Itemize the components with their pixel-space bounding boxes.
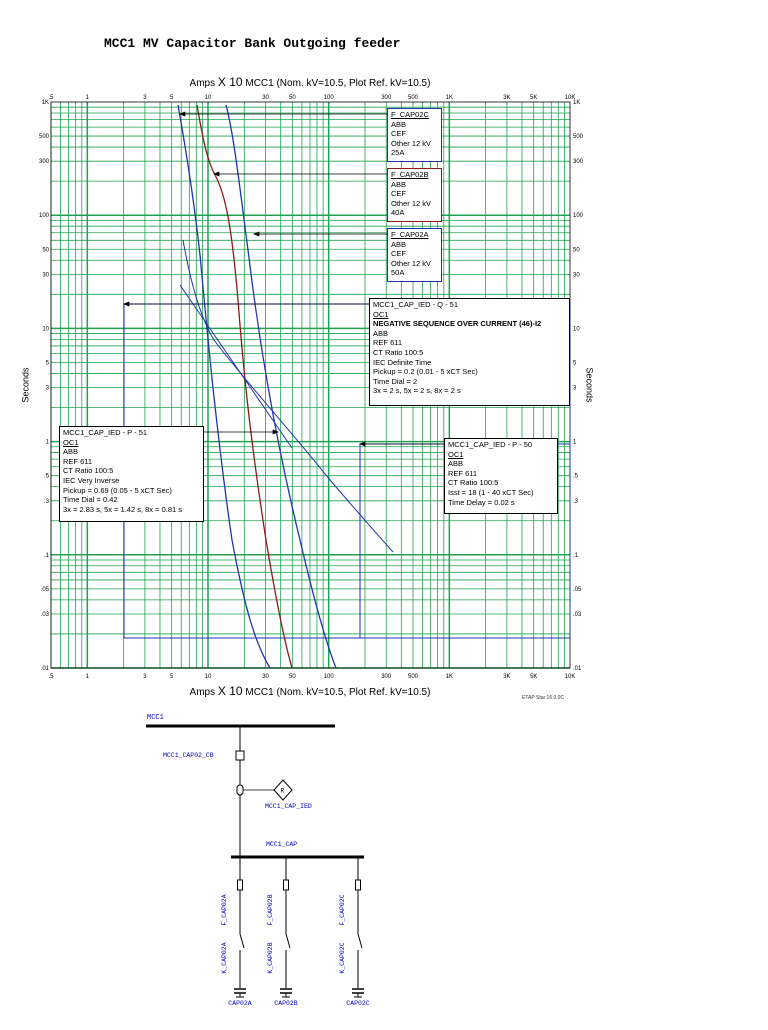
y-tick-label: 10 [573,326,580,333]
y-tick-label: .01 [573,666,582,672]
label-line: Other 12 kV [391,258,432,268]
label-line: ABB [391,119,407,129]
label-line: REF 611 [448,468,478,478]
label-line: ABB [373,328,389,338]
y-tick-label: .01 [40,666,49,672]
label-line: Other 12 kV [391,138,432,148]
x-tick-label: 10 [204,674,212,680]
label-line: NEGATIVE SEQUENCE OVER CURRENT (46)-I2 [373,319,542,329]
label-line: CEF [391,189,406,199]
label-line: REF 611 [373,338,403,348]
x-tick-label: 3 [143,95,147,101]
label-title: F_CAP02A [391,230,429,239]
label-line: 50A [391,268,405,278]
label-line: Pickup = 0.69 (0.05 - 5 xCT Sec) [63,485,172,495]
y-tick-label: 5 [573,360,577,367]
y-tick-label: 500 [38,134,49,141]
label-line: 25A [391,148,405,158]
y-tick-label: .03 [573,611,582,618]
circuit-breaker[interactable] [236,751,244,760]
label-line: 3x = 2.83 s, 5x = 1.42 s, 8x = 0.81 s [63,504,183,514]
fuse-label: F_CAP02B [267,894,274,926]
x-axis-unit: Amps [189,687,216,698]
x-tick-label: 10K [564,674,576,680]
x-tick-label: 500 [407,95,419,101]
x-tick-label: 10 [204,95,212,101]
capacitor-branches [221,857,370,1007]
page-title: MCC1 MV Capacitor Bank Outgoing feeder [104,36,401,51]
label-line: ABB [391,179,407,189]
label-relay-p50 [444,438,558,514]
label-line: CT Ratio 100:5 [63,466,114,476]
x-tick-label: 500 [407,674,419,680]
x-tick-label: 5K [530,674,538,680]
switch-label: K_CAP02B [267,942,274,974]
x-tick-label: 50 [288,674,296,680]
label-line: IEC Very Inverse [63,475,120,485]
capacitor-label: CAP02A [228,1000,252,1007]
x-axis-unit: Amps [189,78,216,89]
switch-label: K_CAP02A [221,942,228,974]
label-f-cap02c [387,108,442,162]
y-tick-label: 10 [42,326,49,333]
label-f-cap02a [387,228,442,282]
label-line: CT Ratio 100:5 [373,347,424,357]
relay-curve-q51 [180,285,292,448]
label-oc: OC1 [63,437,79,447]
fuse-curve-f-cap02c [178,105,270,668]
y-tick-label: 100 [573,213,584,220]
fuse-symbol [238,880,243,890]
bus-label-mcc1: MCC1 [147,714,164,722]
label-line: REF 611 [63,456,93,466]
label-line: IEC Definite Time [373,357,432,367]
x-axis-caption-text: MCC1 (Nom. kV=10.5, Plot Ref. kV=10.5) [245,687,431,698]
y-tick-label: 1 [573,439,577,446]
x-tick-label: 50 [288,95,296,101]
y-tick-label: 1K [41,100,49,106]
label-line: CEF [391,129,406,139]
fuse-symbol [284,880,289,890]
y-tick-label: 1 [45,439,49,446]
y-tick-label: 3 [45,385,49,392]
x-tick-label: 300 [381,95,392,101]
y-axis-label-left: Seconds [20,367,31,403]
bus-label-mcc1-cap: MCC1_CAP [266,841,298,848]
x-tick-label: 1 [85,95,89,101]
fuse-label: F_CAP02C [339,894,346,926]
y-tick-label: 30 [573,272,580,279]
label-title: F_CAP02B [391,170,429,179]
fuse-label: F_CAP02A [221,894,228,926]
x-tick-label: 1K [445,674,454,680]
x-tick-label: .5 [48,674,54,680]
label-title: MCC1_CAP_IED - P - 50 [448,440,533,449]
cb-label: MCC1_CAP02_CB [163,752,214,759]
label-title: MCC1_CAP_IED - P - 51 [63,428,148,437]
y-tick-label: .05 [573,586,582,593]
y-tick-label: 30 [42,272,49,279]
y-tick-label: .1 [573,552,579,559]
x-tick-label: 3K [503,95,511,101]
switch-label: K_CAP02C [339,942,346,974]
x-tick-label: 5 [169,95,174,101]
label-line: 3x = 2 s, 5x = 2 s, 8x = 2 s [373,386,461,396]
label-oc: OC1 [373,309,389,319]
fuse-symbol [356,880,361,890]
y-tick-label: .3 [573,498,579,505]
label-line: ABB [448,459,464,469]
y-tick-label: 50 [573,247,580,254]
label-f-cap02b [387,168,442,222]
label-title: MCC1_CAP_IED - Q - 51 [373,300,459,309]
x-tick-label: .5 [48,95,54,101]
capacitor-label: CAP02B [274,1000,298,1007]
y-tick-label: 100 [38,213,49,220]
x-tick-label: 30 [262,674,269,680]
y-tick-label: 5 [45,360,49,367]
label-line: Time Delay = 0.02 s [448,497,515,507]
label-line: CEF [391,249,406,259]
y-tick-label: 300 [573,159,584,166]
label-line: Pickup = 0.2 (0.01 - 5 xCT Sec) [373,367,478,377]
x-tick-label: 300 [381,674,392,680]
y-tick-label: 300 [38,159,49,166]
x-tick-label: 3 [143,674,147,680]
y-tick-label: .5 [573,473,579,480]
label-line: Other 12 kV [391,198,432,208]
y-tick-label: 50 [42,247,49,254]
label-line: ABB [391,239,407,249]
y-axis-label-right: Seconds [584,367,595,403]
y-tick-label: .3 [43,498,49,505]
label-relay-q51 [369,298,570,406]
x-tick-label: 100 [323,95,334,101]
label-line: 40A [391,208,405,218]
y-tick-label: .5 [43,473,49,480]
label-line: CT Ratio 100:5 [448,478,499,488]
y-tick-label: 3 [573,385,577,392]
label-line: Time Dial = 2 [373,376,418,386]
x-tick-label: 3K [503,674,511,680]
y-tick-label: .1 [43,552,49,559]
label-title: F_CAP02C [391,110,429,119]
x-tick-label: 1 [85,674,89,680]
relay-label: MCC1_CAP_IED [265,803,312,810]
x-tick-label: 100 [323,674,334,680]
x-tick-label: 5K [530,95,538,101]
single-line-diagram [0,700,768,1030]
label-oc: OC1 [448,449,464,459]
x-tick-label: 1K [445,95,454,101]
y-tick-label: .03 [40,611,49,618]
label-line: ABB [63,447,79,457]
y-tick-label: .05 [40,586,49,593]
y-tick-label: 1K [573,100,581,106]
capacitor-label: CAP02C [346,1000,370,1007]
x-tick-label: 10K [564,95,576,101]
label-line: Time Dial = 0.42 [63,495,118,505]
label-line: Isst = 18 (1 - 40 xCT Sec) [448,487,534,497]
y-tick-label: 500 [573,134,584,141]
x-tick-label: 30 [262,95,269,101]
x-axis-multiplier: X 10 [217,75,243,89]
label-relay-p51 [59,426,204,522]
x-tick-label: 5 [169,674,174,680]
software-footer: ETAP Star 16.0.0C [522,695,565,701]
ct-symbol [237,785,243,795]
relay-symbol-letter: R [280,787,285,795]
x-axis-multiplier: X 10 [217,684,243,698]
x-axis-caption-text: MCC1 (Nom. kV=10.5, Plot Ref. kV=10.5) [245,78,431,89]
